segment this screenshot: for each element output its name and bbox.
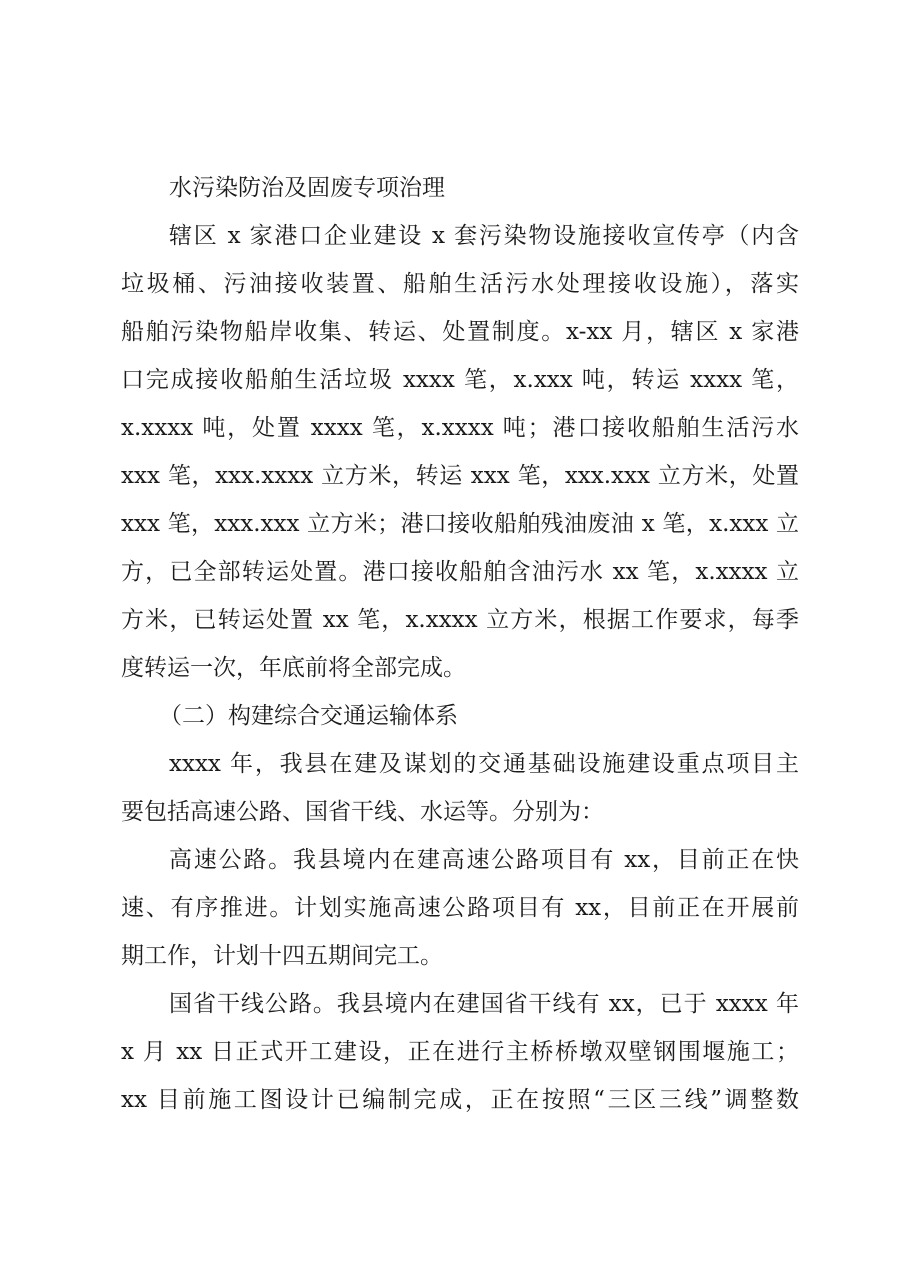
paragraph-line: 期工作，计划十四五期间完工。 xyxy=(121,943,443,969)
paragraph-line: xxxx 年，我县在建及谋划的交通基础设施建设重点项目主 xyxy=(169,751,799,777)
paragraph-line: 垃圾桶、污油接收装置、船舶生活污水处理接收设施），落实 xyxy=(121,271,799,297)
paragraph-line: 国省干线公路。我县境内在建国省干线有 xx，已于 xxxx 年 xyxy=(169,991,799,1017)
paragraph-line: 辖区 x 家港口企业建设 x 套污染物设施接收宣传亭（内含 xyxy=(169,223,799,249)
paragraph-line: 方，已全部转运处置。港口接收船舶含油污水 xx 笔，x.xxxx 立 xyxy=(121,559,799,585)
paragraph-line: x.xxxx 吨，处置 xxxx 笔，x.xxxx 吨；港口接收船舶生活污水 xyxy=(121,415,799,441)
paragraph-line: 高速公路。我县境内在建高速公路项目有 xx，目前正在快 xyxy=(169,847,799,873)
paragraph-line: 方米，已转运处置 xx 笔，x.xxxx 立方米，根据工作要求，每季 xyxy=(121,607,799,633)
paragraph-line: 口完成接收船舶生活垃圾 xxxx 笔，x.xxx 吨，转运 xxxx 笔， xyxy=(121,367,799,393)
paragraph-line: 度转运一次，年底前将全部完成。 xyxy=(121,655,466,681)
paragraph-line: 船舶污染物船岸收集、转运、处置制度。x-xx 月，辖区 x 家港 xyxy=(121,319,799,345)
paragraph-line: x 月 xx 日正式开工建设，正在进行主桥桥墩双壁钢围堰施工； xyxy=(121,1039,799,1065)
paragraph-line: xx 目前施工图设计已编制完成，正在按照“三区三线”调整数 xyxy=(121,1087,799,1113)
paragraph-line: xxx 笔，xxx.xxxx 立方米，转运 xxx 笔，xxx.xxx 立方米，处置 xyxy=(121,463,799,489)
document-body xyxy=(121,164,799,1124)
section-title-transport-system: （二）构建综合交通运输体系 xyxy=(159,703,458,729)
paragraph-line: 速、有序推进。计划实施高速公路项目有 xx，目前正在开展前 xyxy=(121,895,799,921)
section-title-water-pollution: 水污染防治及固废专项治理 xyxy=(169,175,445,201)
paragraph-line: xxx 笔，xxx.xxx 立方米；港口接收船舶残油废油 x 笔，x.xxx 立 xyxy=(121,511,799,537)
paragraph-line: 要包括高速公路、国省干线、水运等。分别为： xyxy=(121,799,604,825)
